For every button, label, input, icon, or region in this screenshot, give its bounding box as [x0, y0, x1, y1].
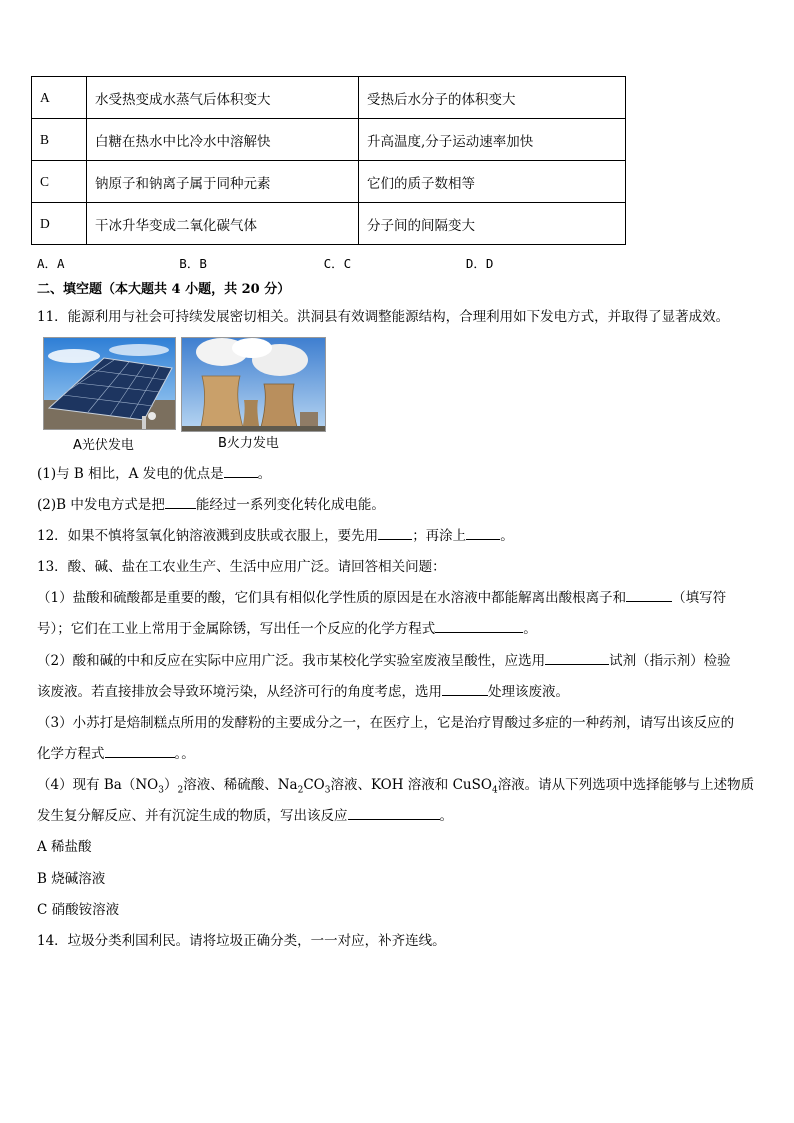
q14-stem: 14．垃圾分类利国利民。请将垃圾正确分类，一一对应，补齐连线。 [37, 933, 446, 949]
q13-part1-line1: （1）盐酸和硫酸都是重要的酸，它们具有相似化学性质的原因是在水溶液中都能解离出酸根离子和 （填写符 [37, 586, 726, 606]
q11-part1: (1)与 B 相比，A 发电的优点是 。 [37, 462, 271, 482]
q12: 12．如果不慎将氢氧化钠溶液溅到皮肤或衣服上，要先用 ；再涂上 。 [37, 524, 514, 544]
row-label: C [32, 161, 87, 203]
q13-blank-5[interactable] [105, 743, 175, 758]
q13-blank-2[interactable] [435, 618, 523, 633]
q12-blank-2[interactable] [466, 525, 500, 540]
solar-panel-photo [43, 337, 176, 430]
row-explanation: 升高温度,分子运动速率加快 [359, 119, 626, 161]
q13-option-b[interactable]: B 烧碱溶液 [37, 871, 106, 887]
q13-part3-line2: 化学方程式 。。 [37, 742, 195, 762]
choice-a[interactable]: A．A [37, 256, 65, 271]
q13-blank-6[interactable] [348, 805, 440, 820]
q11-blank-2[interactable] [165, 494, 196, 509]
choice-c[interactable]: C．C [323, 256, 352, 271]
row-fact: 钠原子和钠离子属于同种元素 [87, 161, 359, 203]
choice-d[interactable]: D．D [465, 256, 494, 271]
caption-solar: A光伏发电 [73, 438, 134, 453]
answer-choices [37, 254, 493, 272]
q13-part2-line2: 该废液。若直接排放会导致环境污染，从经济可行的角度考虑，选用 处理该废液。 [37, 680, 569, 700]
options-table [31, 76, 626, 245]
q13-part1-line2: 号）；它们在工业上常用于金属除锈，写出任一个反应的化学方程式 。 [37, 617, 537, 637]
caption-thermal: B火力发电 [218, 436, 279, 451]
q13-part3-line1: （3）小苏打是焙制糕点所用的发酵粉的主要成分之一，在医疗上，它是治疗胃酸过多症的一种药剂，请写出该反应的 [37, 715, 735, 731]
options-table-row [32, 161, 626, 203]
q11-part2: (2)B 中发电方式是把 能经过一系列变化转化成电能。 [37, 493, 385, 513]
row-fact: 白糖在热水中比冷水中溶解快 [87, 119, 359, 161]
q11-blank-1[interactable] [224, 463, 258, 478]
row-label: B [32, 119, 87, 161]
row-label: A [32, 77, 87, 119]
choice-b[interactable]: B．B [179, 256, 207, 271]
options-table-row [32, 77, 626, 119]
cooling-tower-photo [181, 337, 326, 432]
q13-stem: 13．酸、碱、盐在工农业生产、生活中应用广泛。请回答相关问题： [37, 559, 446, 575]
q13-blank-4[interactable] [442, 681, 488, 696]
options-table-row [32, 119, 626, 161]
options-table-row [32, 203, 626, 245]
row-explanation: 分子间的间隔变大 [359, 203, 626, 245]
row-fact: 干冰升华变成二氧化碳气体 [87, 203, 359, 245]
q13-part2-line1: （2）酸和碱的中和反应在实际中应用广泛。我市某校化学实验室废液呈酸性，应选用 试剂（指示剂）检验 [37, 649, 731, 669]
row-fact: 水受热变成水蒸气后体积变大 [87, 77, 359, 119]
q13-part4-line1: （4）现有 $Ba(NO_3)_2$溶液、稀硫酸、$Na_2CO_3$溶液、KOH 溶液和 CuSO$_4$溶液。请从下列选项中选择能够与上述物质 [37, 777, 755, 796]
section-title: 二、填空题（本大题共 4 小题，共 20 分） [37, 282, 291, 297]
row-explanation: 受热后水分子的体积变大 [359, 77, 626, 119]
q13-part4-line2: 发生复分解反应、并有沉淀生成的物质，写出该反应 。 [37, 804, 453, 824]
q13-blank-1[interactable] [626, 587, 672, 602]
q11-stem: 11．能源利用与社会可持续发展密切相关。洪洞县有效调整能源结构，合理利用如下发电方式，并取得了显著成效。 [37, 309, 730, 325]
q13-option-c[interactable]: C 硝酸铵溶液 [37, 902, 120, 918]
q12-blank-1[interactable] [378, 525, 412, 540]
row-label: D [32, 203, 87, 245]
q13-option-a[interactable]: A 稀盐酸 [37, 839, 92, 855]
q13-blank-3[interactable] [545, 650, 609, 665]
row-explanation: 它们的质子数相等 [359, 161, 626, 203]
